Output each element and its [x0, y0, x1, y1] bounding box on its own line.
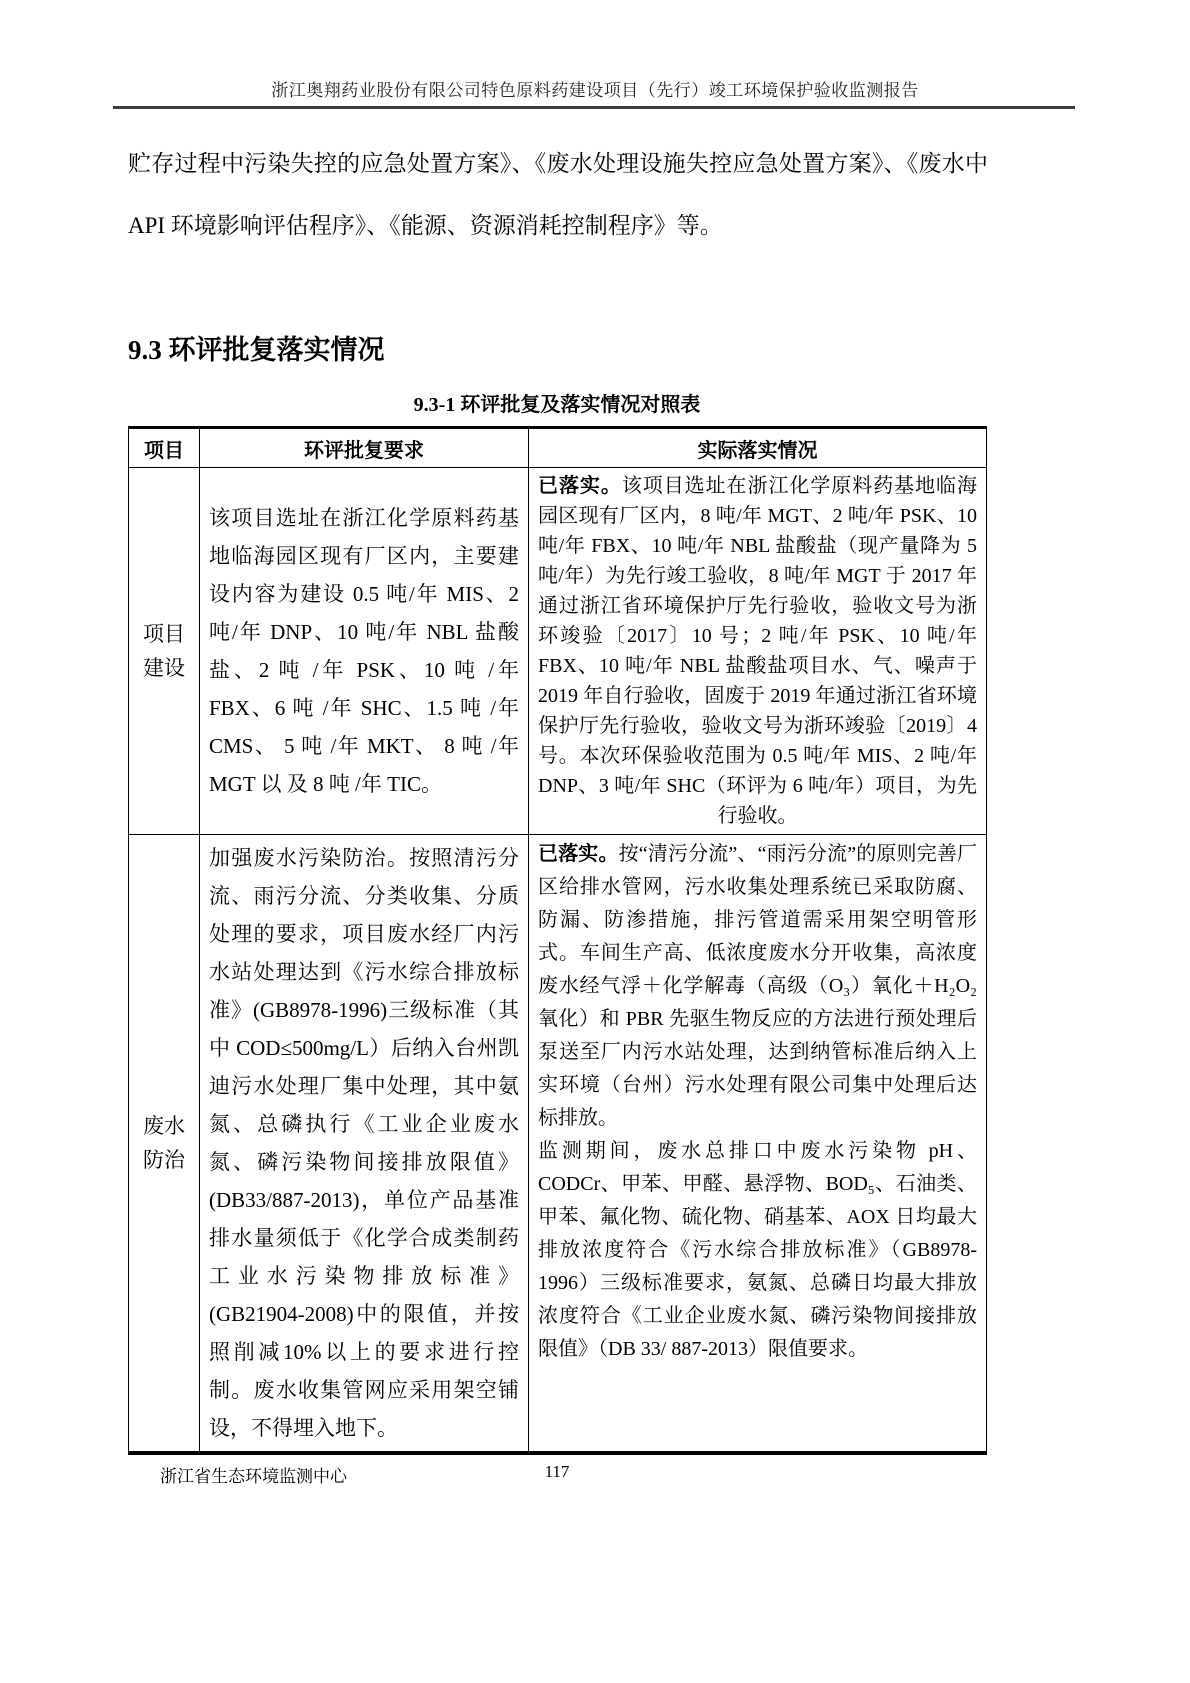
column-header-item: 项目 [129, 428, 200, 468]
row-requirement-text: 加强废水污染防治。按照清污分流、雨污分流、分类收集、分质处理的要求，项目废水经厂内污水站处理达到《污水综合排放标准》(GB8978-1996)三级标准（其中 COD≤500mg/L）后纳入台州凯迪污水处理厂集中处理，其中氨氮、总磷执行《工业企业废水氮、磷污染物间接排放限值》(DB33/887-2013)，单位产品基准排水量须低于《化学合成类制药 工业水污染物排放标准》(GB21904-2008)中的限值，并按照削减10%以上的要求进行控制。废水收集管网应采用架空铺设，不得埋入地下。 [200, 835, 529, 1454]
footer-page-number: 117 [544, 1462, 570, 1481]
footer-organization: 浙江省生态环境监测中心 [160, 1467, 347, 1486]
table-row [129, 468, 987, 835]
status-body: 按“清污分流”、“雨污分流”的原则完善厂区给排水管网，污水收集处理系统已采取防腐、防漏、防渗措施，排污管道需采用架空明管形式。车间生产高、低浓度废水分开收集，高浓度废水经气浮＋化学解毒（高级（O₃）氧化＋H₂O₂ 氧化）和 PBR 先驱生物反应的方法进行预处理后泵送至厂内污水站处理，达到纳管标准后纳入上实环境（台州）污水处理有限公司集中处理后达标排放。 [538, 843, 977, 1129]
table-caption: 9.3-1 环评批复及落实情况对照表 [413, 394, 701, 416]
status-lead-bold: 已落实。 [538, 843, 619, 865]
status-paragraph-2: 监测期间，废水总排口中废水污染物 pH、CODCr、甲苯、甲醛、悬浮物、BOD₅、石油类、甲苯、氟化物、硫化物、硝基苯、AOX 日均最大排放浓度符合《污水综合排放标准》（GB8978-1996）三级标准要求，氨氮、总磷日均最大排放浓度符合《工业企业废水氮、磷污染物间接排放限值》（DB 33/ 887-2013）限值要求。 [538, 1140, 977, 1360]
status-paragraph-1 [538, 838, 977, 1135]
running-header: 浙江奥翔药业股份有限公司特色原料药建设项目（先行）竣工环境保护验收监测报告 [271, 81, 919, 100]
comparison-table [128, 426, 987, 1455]
header-rule [113, 106, 1075, 109]
column-header-status: 实际落实情况 [529, 428, 987, 468]
row-item-label: 废水防治 [129, 835, 200, 1454]
intro-paragraph: 贮存过程中污染失控的应急处置方案》、《废水处理设施失控应急处置方案》、《废水中 API 环境影响评估程序》、《能源、资源消耗控制程序》等。 [128, 151, 988, 238]
table-row [129, 835, 987, 1454]
status-body: 该项目选址在浙江化学原料药基地临海园区现有厂区内，8 吨/年 MGT、2 吨/年 PSK、10 吨/年 FBX、10 吨/年 NBL 盐酸盐（现产量降为 5 吨/年）为先行竣工验收，8 吨/年 MGT 于 2017 年通过浙江省环境保护厅先行验收，验收文号为浙环竣验〔2017〕10 号；2 吨/年 PSK、10 吨/年 FBX、10 吨/年 NBL 盐酸盐项目水、气、噪声于 2019 年自行验收，固废于 2019 年通过浙江省环境保护厅先行验收，验收文号为浙环竣验〔2019〕4 号。本次环保验收范围为 0.5 吨/年 MIS、2 吨/年 DNP、3 吨/年 SHC（环评为 6 吨/年）项目，为先行验收。 [538, 475, 978, 827]
row-requirement-text: 该项目选址在浙江化学原料药基地临海园区现有厂区内，主要建设内容为建设 0.5 吨/年 MIS、2 吨/年 DNP、10 吨/年 NBL 盐酸盐、2 吨 /年 PSK、10 吨 /年 FBX、6 吨 /年 SHC、1.5 吨 /年 CMS、 5 吨 /年 MKT、 8 吨 /年 MGT 以 及 8 吨 /年 TIC。 [200, 468, 529, 835]
row-item-label: 项目建设 [129, 468, 200, 835]
column-header-requirement: 环评批复要求 [200, 428, 529, 468]
section-heading: 9.3 环评批复落实情况 [128, 335, 385, 365]
row-status-text [529, 835, 987, 1454]
status-lead-bold: 已落实。 [538, 475, 622, 497]
row-status-text [529, 468, 987, 835]
table-header-row [129, 428, 987, 468]
